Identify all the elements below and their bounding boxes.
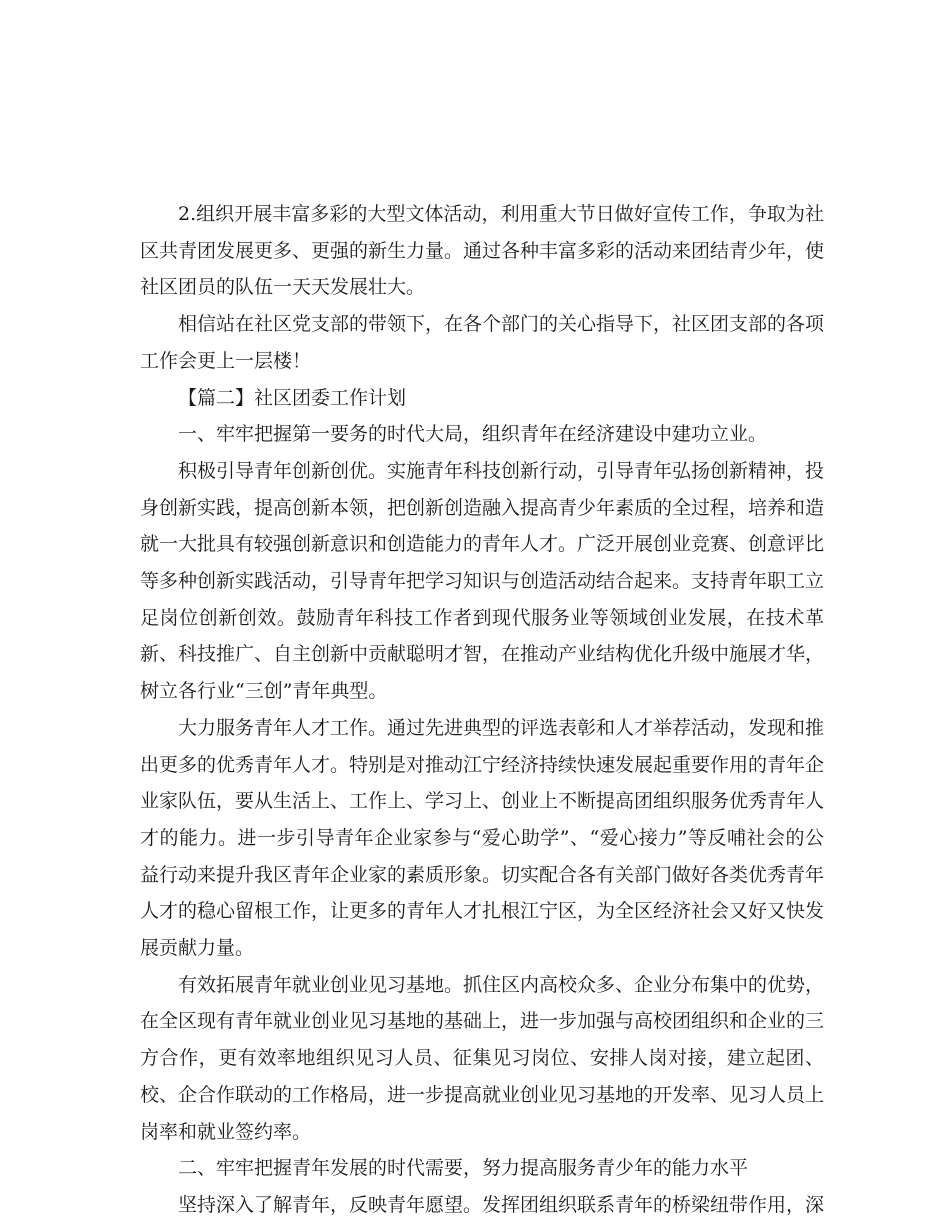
paragraph-activities: 2.组织开展丰富多彩的大型文体活动，利用重大节日做好宣传工作，争取为社区共青团发展更多、更强的新生力量。通过各种丰富多彩的活动来团结青少年，使社区团员的队伍一天天发展壮大。: [140, 203, 825, 299]
point-two-heading: 二、牢牢把握青年发展的时代需要，努力提高服务青少年的能力水平: [178, 1157, 749, 1180]
paragraph-closing: 相信站在社区党支部的带领下，在各个部门的关心指导下，社区团支部的各项工作会更上一层楼！: [140, 313, 825, 372]
paragraph-understanding: 坚持深入了解青年，反映青年愿望。发挥团组织联系青年的桥梁纽带作用，深: [178, 1193, 825, 1216]
paragraph-employment: 有效拓展青年就业创业见习基地。抓住区内高校众多、企业分布集中的优势，在全区现有青年就业创业见习基地的基础上，进一步加强与高校团组织和企业的三方合作，更有效率地组织见习人员、征集见习岗位、安排人岗对接，建立起团、校、企合作联动的工作格局，进一步提高就业创业见习基地的开发率、见习人员上岗率和就业签约率。: [140, 973, 825, 1143]
paragraph-innovation: 积极引导青年创新创优。实施青年科技创新行动，引导青年弘扬创新精神，投身创新实践，提高创新本领，把创新创造融入提高青少年素质的全过程，培养和造就一大批具有较强创新意识和创造能力的青年人才。广泛开展创业竞赛、创意评比等多种创新实践活动，引导青年把学习知识与创造活动结合起来。支持青年职工立足岗位创新创效。鼓励青年科技工作者到现代服务业等领域创业发展，在技术革新、科技推广、自主创新中贡献聪明才智，在推动产业结构优化升级中施展才华，树立各行业“三创”青年典型。: [140, 459, 825, 703]
section-heading: 【篇二】社区团委工作计划: [178, 386, 407, 409]
paragraph-talent: 大力服务青年人才工作。通过先进典型的评选表彰和人才举荐活动，发现和推出更多的优秀青年人才。特别是对推动江宁经济持续快速发展起重要作用的青年企业家队伍，要从生活上、工作上、学习上、创业上不断提高团组织服务优秀青年人才的能力。进一步引导青年企业家参与“爱心助学”、“爱心接力”等反哺社会的公益行动来提升我区青年企业家的素质形象。切实配合各有关部门做好各类优秀青年人才的稳心留根工作，让更多的青年人才扎根江宁区，为全区经济社会又好又快发展贡献力量。: [140, 716, 825, 960]
document-body: [140, 196, 824, 1224]
point-one-heading: 一、牢牢把握第一要务的时代大局，组织青年在经济建设中建功立业。: [178, 423, 768, 446]
